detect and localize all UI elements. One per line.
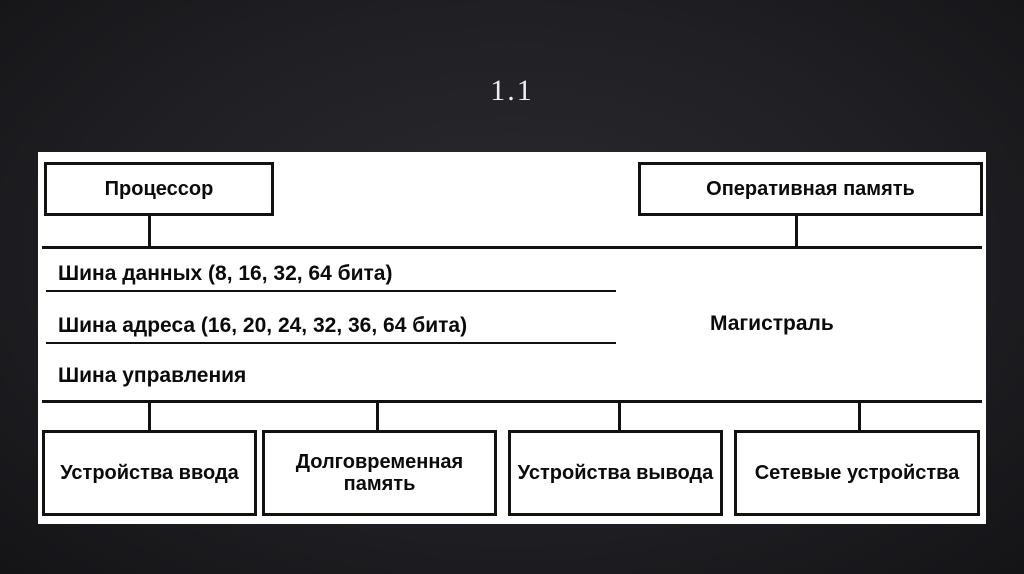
block-network-devices-label: Сетевые устройства [754, 461, 960, 484]
block-input-devices [42, 430, 257, 516]
block-long-term-memory-label: Долговременная память [295, 450, 464, 495]
block-network-devices [734, 430, 980, 516]
bus-line-address-underline [46, 342, 616, 344]
diagram-canvas [38, 152, 986, 524]
block-processor-label: Процессор [104, 177, 214, 200]
connector-processor-to-bus [148, 216, 151, 247]
block-ram-label: Оперативная память [706, 177, 915, 200]
connector-input-to-bus [148, 400, 151, 431]
block-long-term-memory [262, 430, 497, 516]
block-ram [638, 162, 983, 216]
bus-line-control: Шина управления [58, 364, 247, 387]
block-output-devices [508, 430, 723, 516]
slide-title: 1.1 [490, 74, 534, 107]
connector-ram-to-bus [795, 216, 798, 247]
bus-line-data: Шина данных (8, 16, 32, 64 бита) [58, 262, 393, 285]
block-processor [44, 162, 274, 216]
bus-line-data-underline [46, 290, 616, 292]
diagram-sheet [38, 152, 986, 524]
bus-block-top-rule [42, 246, 982, 249]
block-output-devices-label: Устройства вывода [517, 461, 714, 484]
connector-storage-to-bus [376, 400, 379, 431]
bus-block-bottom-rule [42, 400, 982, 403]
block-input-devices-label: Устройства ввода [60, 461, 239, 484]
connector-output-to-bus [618, 400, 621, 431]
connector-network-to-bus [858, 400, 861, 431]
bus-trunk-label: Магистраль [710, 312, 834, 335]
bus-line-address: Шина адреса (16, 20, 24, 32, 36, 64 бита) [58, 314, 468, 337]
